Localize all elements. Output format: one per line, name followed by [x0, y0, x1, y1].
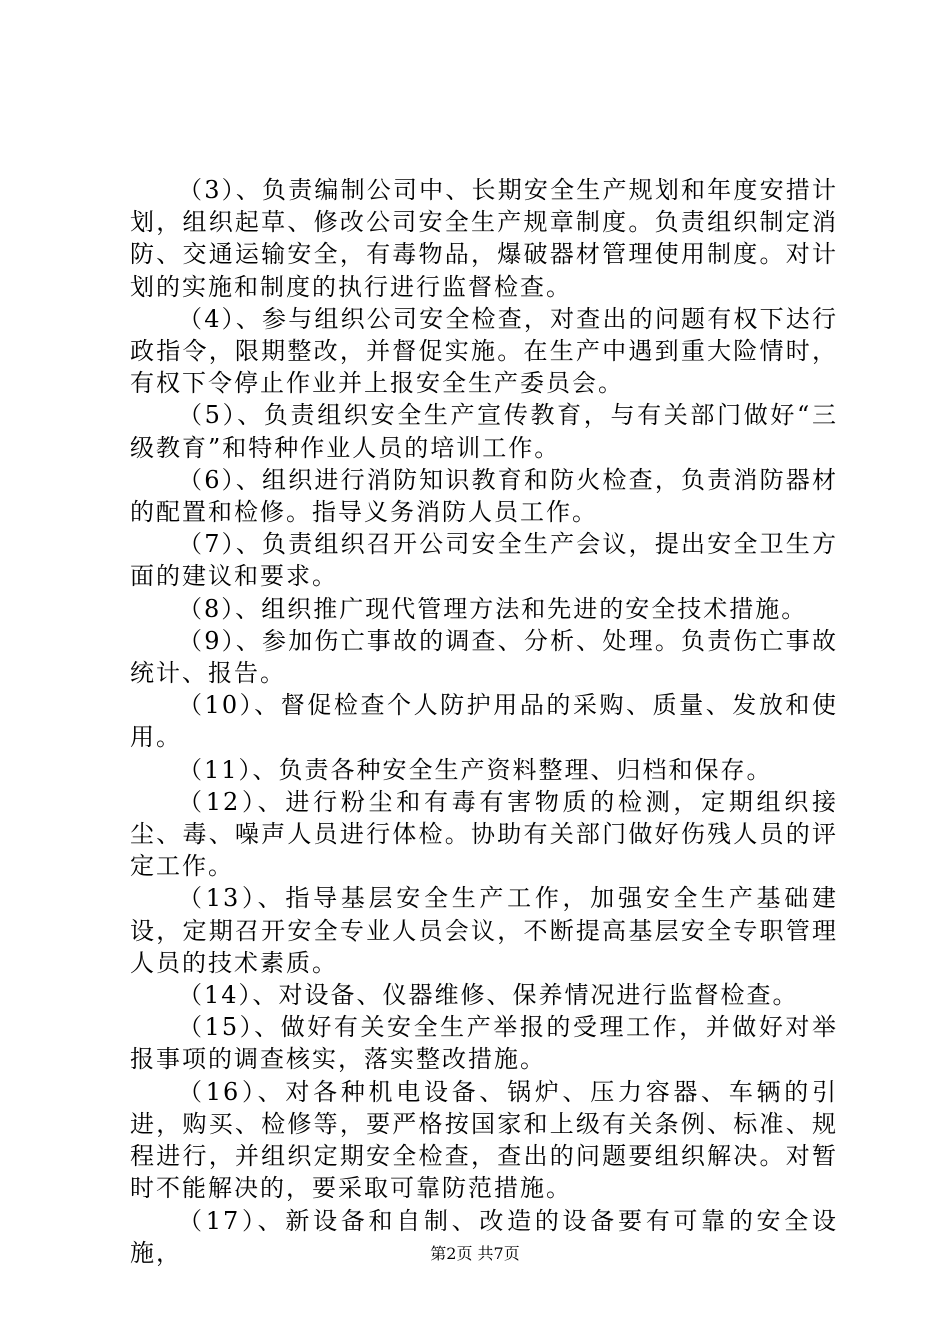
paragraph-5: （5）、负责组织安全生产宣传教育，与有关部门做好“三级教育”和特种作业人员的培训工作。: [130, 401, 838, 462]
paragraph-11: （11）、负责各种安全生产资料整理、归档和保存。: [178, 755, 773, 784]
paragraph-3: （3）、负责编制公司中、长期安全生产规划和年度安措计划，组织起草、修改公司安全生产规章制度。负责组织制定消防、交通运输安全，有毒物品，爆破器材管理使用制度。对计划的实施和制度的执行进行监督检查。: [130, 176, 838, 301]
paragraph-6: （6）、组织进行消防知识教育和防火检查，负责消防器材的配置和检修。指导义务消防人员工作。: [130, 465, 838, 527]
document-body: [130, 174, 838, 1269]
paragraph-8: （8）、组织推广现代管理方法和先进的安全技术措施。: [178, 594, 808, 623]
paragraph-12: （12）、进行粉尘和有毒有害物质的检测，定期组织接尘、毒、噪声人员进行体检。协助有关部门做好伤残人员的评定工作。: [130, 787, 838, 881]
paragraph-9: （9）、参加伤亡事故的调查、分析、处理。负责伤亡事故统计、报告。: [130, 626, 838, 688]
paragraph-14: （14）、对设备、仪器维修、保养情况进行监督检查。: [178, 981, 799, 1010]
paragraph-17: （17）、新设备和自制、改造的设备要有可靠的安全设施，: [130, 1206, 838, 1267]
paragraph-10: （10）、督促检查个人防护用品的采购、质量、发放和使用。: [130, 691, 838, 752]
paragraph-4: （4）、参与组织公司安全检查，对查出的问题有权下达行政指令，限期整改，并督促实施。在生产中遇到重大险情时，有权下令停止作业并上报安全生产委员会。: [130, 304, 838, 398]
page-number-footer: 第2页 共7页: [430, 1244, 520, 1263]
paragraph-7: （7）、负责组织召开公司安全生产会议，提出安全卫生方面的建议和要求。: [130, 530, 838, 591]
paragraph-16: （16）、对各种机电设备、锅炉、压力容器、车辆的引进，购买、检修等，要严格按国家和上级有关条例、标准、规程进行，并组织定期安全检查，查出的问题要组织解决。对暂时不能解决的，要采取可靠防范措施。: [130, 1077, 838, 1203]
paragraph-15: （15）、做好有关安全生产举报的受理工作，并做好对举报事项的调查核实，落实整改措施。: [130, 1013, 838, 1074]
paragraph-13: （13）、指导基层安全生产工作，加强安全生产基础建设，定期召开安全专业人员会议，不断提高基层安全专职管理人员的技术素质。: [130, 884, 838, 977]
